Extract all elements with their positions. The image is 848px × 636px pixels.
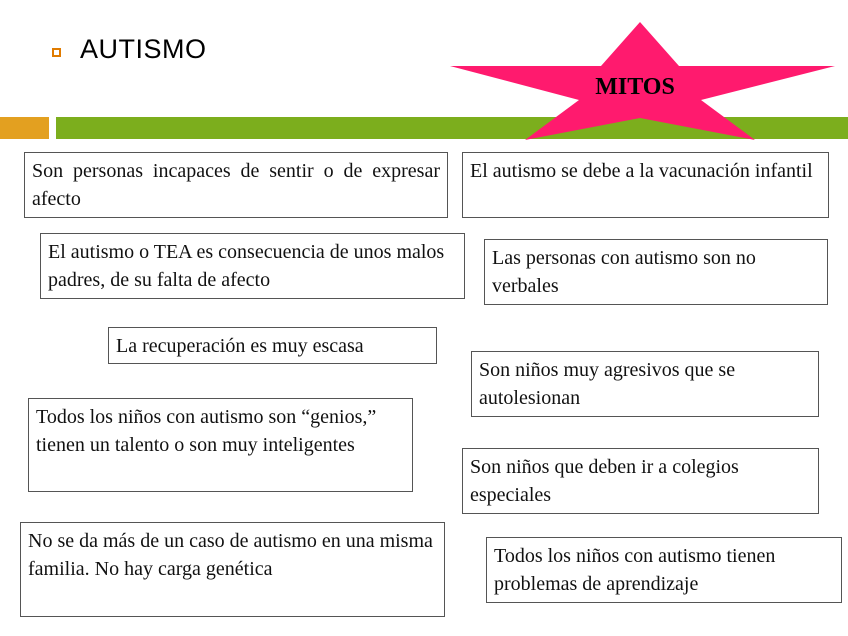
myth-box: Las personas con autismo son no verbales xyxy=(484,239,828,305)
page-title: AUTISMO xyxy=(80,34,207,64)
myth-box: Son niños que deben ir a colegios especiales xyxy=(462,448,819,514)
myth-box: El autismo se debe a la vacunación infantil xyxy=(462,152,829,218)
myth-box: Son niños muy agresivos que se autolesionan xyxy=(471,351,819,417)
header-bar-orange xyxy=(0,117,49,139)
bullet-square-icon xyxy=(52,48,61,57)
star-label: MITOS xyxy=(595,74,675,100)
myth-box: Todos los niños con autismo son “genios,” tienen un talento o son muy inteligentes xyxy=(28,398,413,492)
myth-box: La recuperación es muy escasa xyxy=(108,327,437,364)
myth-box: Son personas incapaces de sentir o de expresar afecto xyxy=(24,152,448,218)
myth-box: Todos los niños con autismo tienen problemas de aprendizaje xyxy=(486,537,842,603)
myth-box: El autismo o TEA es consecuencia de unos malos padres, de su falta de afecto xyxy=(40,233,465,299)
myth-box: No se da más de un caso de autismo en una misma familia. No hay carga genética xyxy=(20,522,445,617)
